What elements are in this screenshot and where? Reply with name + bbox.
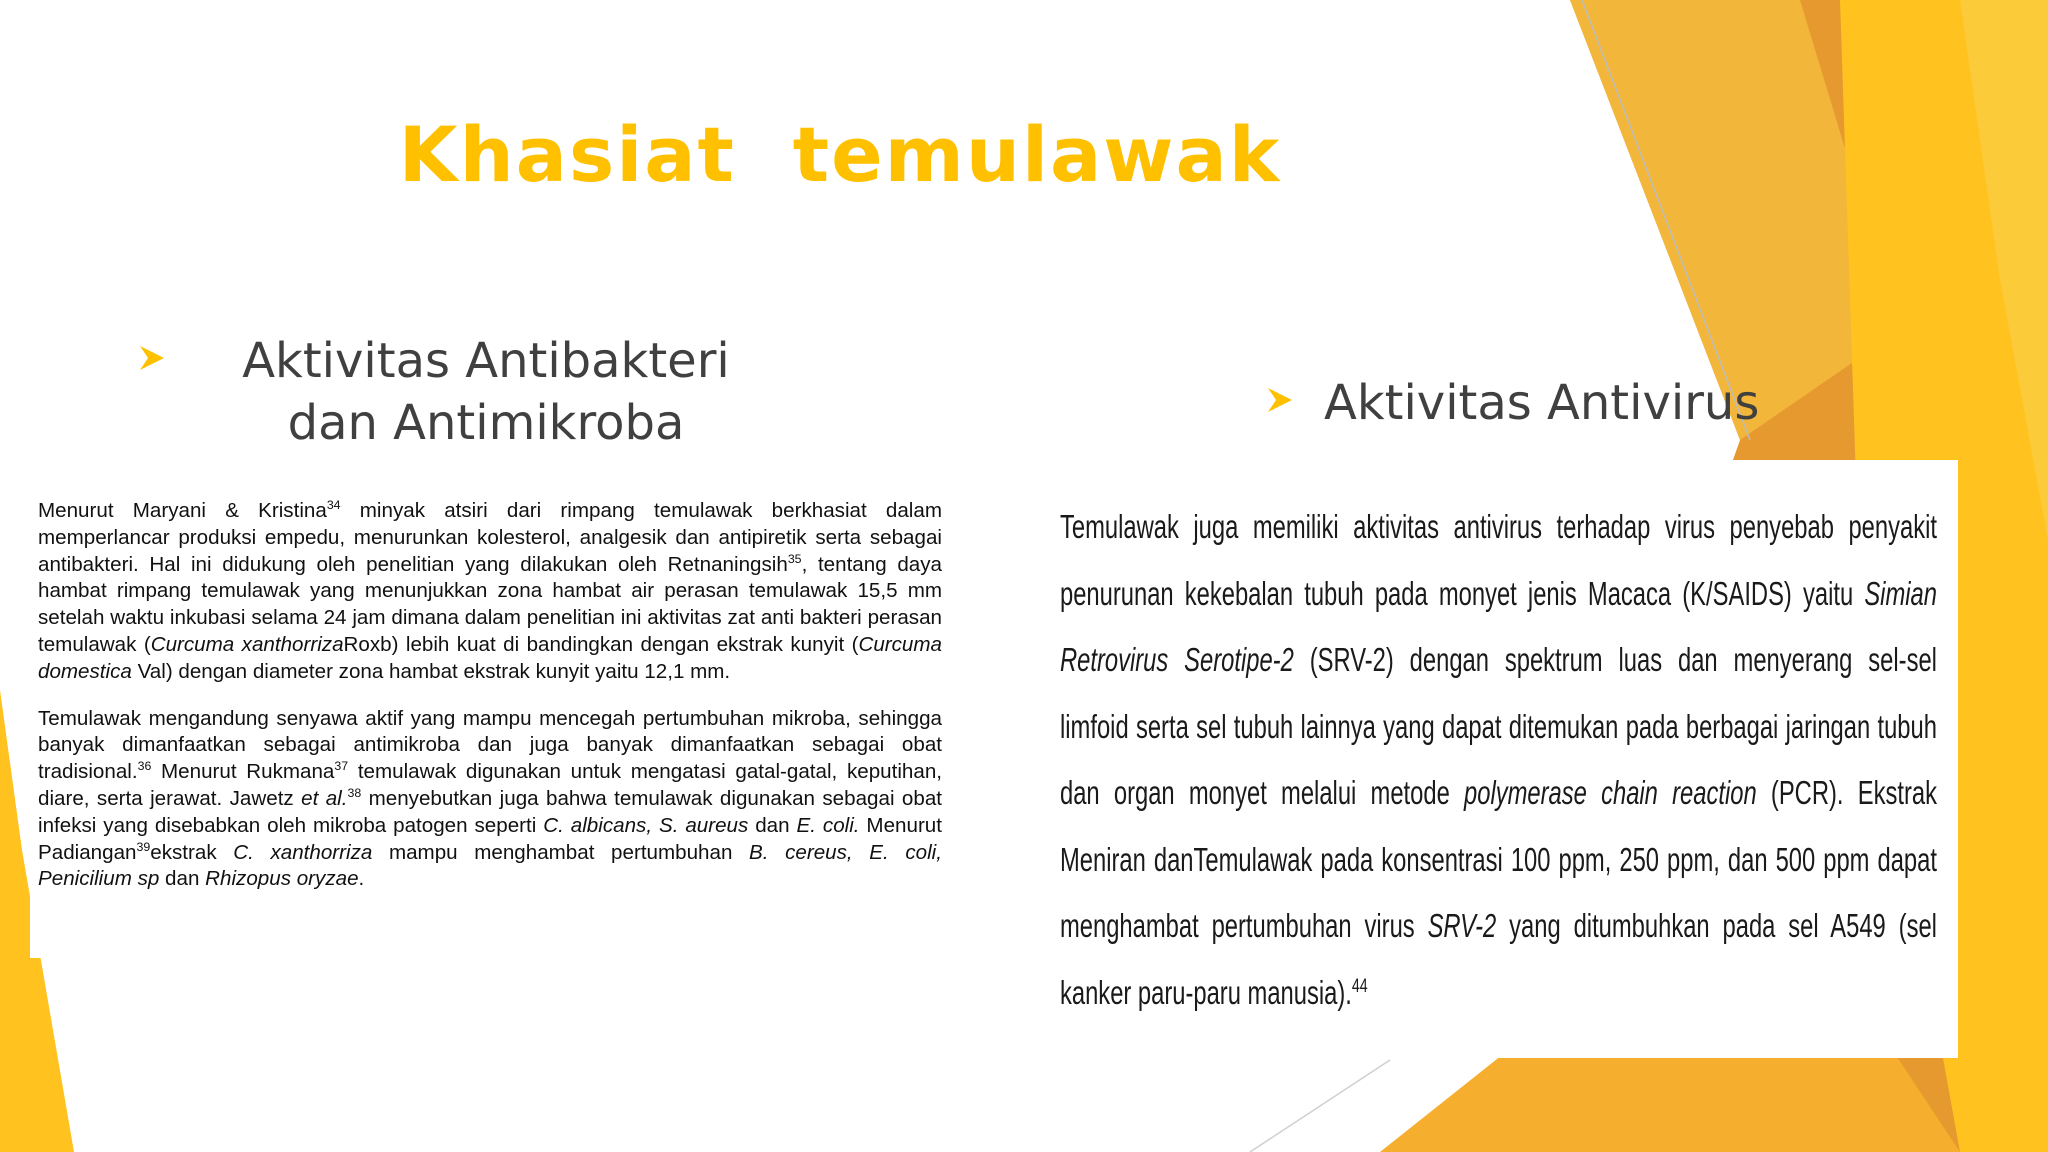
text-run: ekstrak (150, 840, 234, 864)
species-name: Curcuma xanthorriza (150, 632, 344, 656)
text-run: dan (748, 813, 797, 837)
text-run: menyebutkan juga bahwa temulawak digunakan sebagai obat infeksi yang disebabkan oleh mikroba patogen seperti (38, 786, 943, 837)
heading-antibacterial: Aktivitas Antibakteri dan Antimikroba (242, 333, 730, 451)
species-name: E. coli. (796, 813, 860, 837)
species-name: Simian Retrovirus Serotipe-2 (1060, 574, 1937, 678)
text-run: (SRV-2) dengan spektrum luas dan menyerang sel-sel limfoid serta sel tubuh lainnya yang dapat ditemukan pada berbagai jaringan tubuh dan organ monyet melalui metode (1060, 641, 1937, 811)
citation-ref: 36 (137, 759, 152, 774)
paragraph-antiviral (1060, 494, 1937, 1026)
text-run: Temulawak juga memiliki aktivitas antivirus terhadap virus penyebab penyakit penurunan kekebalan tubuh pada monyet jenis Macaca (K/SAIDS) yaitu (1060, 508, 1937, 612)
paragraph-antibacterial-2 (38, 706, 942, 894)
citation-ref: 34 (326, 498, 341, 513)
species-name: C. albicans, S. aureus (543, 813, 749, 837)
text-run: minyak atsiri dari rimpang temulawak berkhasiat dalam memperlancar produksi empedu, menurunkan kolesterol, analgesik dan antipiretik serta sebagai antibakteri. Hal ini didukung oleh penelitian yang dilakukan oleh Retnaningsih (38, 499, 942, 576)
citation-ref: 38 (347, 786, 362, 801)
citation-ref: 37 (334, 759, 349, 774)
text-run: Val) dengan diameter zona hambat ekstrak kunyit yaitu 12,1 mm. (131, 659, 731, 683)
citation-ref: 44 (1351, 974, 1368, 997)
text-run: Menurut Maryani & Kristina (38, 499, 327, 522)
text-run: dan (159, 867, 206, 891)
bullet-antibacterial (138, 330, 818, 454)
text-run: Roxb) lebih kuat di bandingkan dengan ekstrak kunyit ( (343, 632, 859, 656)
text-run: Menurut Padiangan (38, 813, 942, 864)
citation-ref: 35 (787, 551, 802, 566)
text-run: , tentang daya hambat rimpang temulawak yang menunjukkan zona hambat air perasan temulawak 15,5 mm setelah waktu inkubasi selama 24 jam dimana dalam penelitian ini aktivitas zat anti bakteri perasan temulawak ( (38, 552, 942, 656)
arrowhead-bullet-icon (138, 344, 166, 372)
virus-name: SRV-2 (1427, 907, 1497, 944)
species-name: B. cereus, E. coli, Penicilium sp (38, 840, 942, 891)
slide-title: Khasiat temulawak (398, 110, 1282, 199)
text-run: temulawak digunakan untuk mengatasi gatal-gatal, keputihan, diare, serta jerawat. Jawetz (38, 760, 942, 810)
italic-text: et al. (301, 786, 348, 810)
text-run: yang ditumbuhkan pada sel A549 (sel kanker paru-paru manusia). (1060, 907, 1937, 1011)
arrowhead-bullet-icon (1266, 386, 1294, 414)
method-name: polymerase chain reaction (1464, 774, 1757, 811)
species-name: C. xanthorriza (233, 840, 373, 864)
excerpt-antiviral (1046, 460, 1958, 1058)
paragraph-antibacterial-1 (38, 498, 942, 686)
citation-ref: 39 (136, 839, 151, 854)
heading-antiviral: Aktivitas Antivirus (1324, 375, 1760, 431)
excerpt-antibacterial (30, 488, 950, 958)
species-name: Rhizopus oryzae (205, 867, 359, 891)
text-run: . (358, 867, 365, 891)
text-run: mampu menghambat pertumbuhan (372, 840, 750, 864)
text-run: Temulawak mengandung senyawa aktif yang mampu mencegah pertumbuhan mikroba, sehingga banyak dimanfaatkan sebagai antimikroba dan juga banyak dimanfaatkan sebagai obat tradisional. (38, 706, 942, 784)
decor-thin-line-2 (1250, 1060, 1390, 1152)
text-run: Menurut Rukmana (151, 760, 335, 784)
text-run: (PCR). Ekstrak Meniran danTemulawak pada konsentrasi 100 ppm, 250 ppm, dan 500 ppm dapat menghambat pertumbuhan virus (1060, 774, 1937, 944)
bullet-antiviral (1266, 372, 1759, 434)
species-name: Curcuma domestica (38, 632, 942, 683)
